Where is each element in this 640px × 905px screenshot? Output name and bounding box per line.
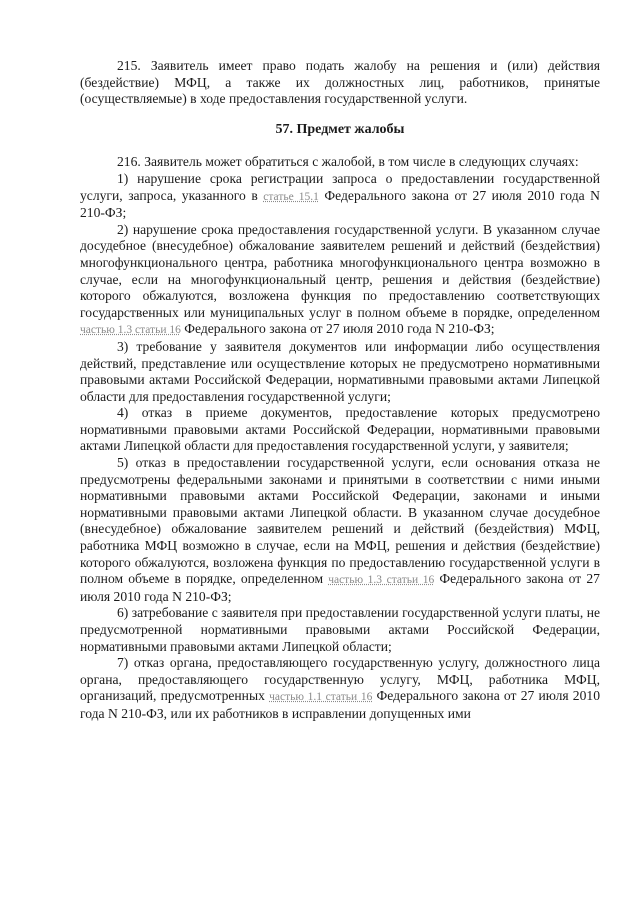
list-item-5-text-b: Федерального закона от 27 июля 2010 года N 210-ФЗ; — [80, 571, 600, 604]
law-reference-link[interactable]: частью 1.3 статьи 16 — [80, 324, 181, 337]
law-reference-link[interactable]: частью 1.1 статьи 16 — [269, 691, 373, 704]
law-reference-link[interactable]: частью 1.3 статьи 16 — [328, 574, 435, 587]
list-item-3: 3) требование у заявителя документов или информации либо осуществления действий, представление или осуществление которых не предусмотрено нормативными правовыми актами Российской Федерации, нормативными правовыми актами Липецкой области для предоставления государственной услуги; — [80, 338, 600, 404]
paragraph-216: 216. Заявитель может обратиться с жалобой, в том числе в следующих случаях: — [117, 154, 579, 170]
list-item-2 — [80, 222, 600, 339]
list-item-5-text-a: 5) отказ в предоставлении государственной услуги, если основания отказа не предусмотрены федеральными законами и принятыми в соответствии с ними иными нормативными правовыми актами Российской Федерации, законами и иными нормативными правовыми актами Липецкой области. В указанном случае досудебное (внесудебное) обжалование заявителем решений и действий (бездействия) МФЦ, работника МФЦ возможно в случае, если на МФЦ, решения и действия (бездействие) которого обжалуются, возложена функция по предоставлению государственной услуги в полном объеме в порядке, определенном — [80, 455, 600, 587]
list-item-7-text-a: 7) отказ органа, предоставляющего государственную услугу, должностного лица органа, предоставляющего государственную услугу, МФЦ, работника МФЦ, организаций, предусмотренных — [80, 655, 600, 704]
list-item-6: 6) затребование с заявителя при предоставлении государственной услуги платы, не предусмотренной нормативными правовыми актами Российской Федерации, нормативными правовыми актами Липецкой области; — [80, 605, 600, 654]
list-item-2-text-b: Федерального закона от 27 июля 2010 года N 210-ФЗ; — [180, 321, 495, 337]
list-item-2-text-a: 2) нарушение срока предоставления государственной услуги. В указанном случае досудебное (внесудебное) обжалование заявителем решений и действий (бездействия) многофункционального центра, работника многофункционального центра возможно в случае, если на многофункциональный центр, решения и действия (бездействие) которого обжалуются, возложена функция по предоставлению соответствующих государственных или муниципальных услуг в полном объеме в порядке, определенном — [80, 221, 600, 320]
list-item-4: 4) отказ в приеме документов, предоставление которых предусмотрено нормативными правовыми актами Российской Федерации, нормативными правовыми актами Липецкой области для предоставления государственной услуги, у заявителя; — [80, 405, 600, 454]
section-heading: 57. Предмет жалобы — [275, 121, 405, 137]
document-page — [80, 58, 600, 723]
paragraph-215: 215. Заявитель имеет право подать жалобу на решения и (или) действия (бездействие) МФЦ, а также их должностных лиц, работников, принятые (осуществляемые) в ходе предоставления государственной услуги. — [80, 58, 600, 107]
list-item-5 — [80, 455, 600, 605]
list-item-1-text-b: Федерального закона от 27 июля 2010 года N 210-ФЗ; — [80, 187, 601, 221]
list-item-1-text-a: 1) нарушение срока регистрации запроса о предоставлении государственной услуги, запроса, указанного в — [80, 170, 600, 203]
law-reference-link[interactable]: статье 15.1 — [263, 190, 319, 203]
list-item-7-text-b: Федерального закона от 27 июля 2010 года N 210-ФЗ, или их работников в исправлении допущенных ими — [80, 688, 600, 721]
list-item-1 — [80, 171, 600, 222]
list-item-7 — [80, 655, 600, 722]
